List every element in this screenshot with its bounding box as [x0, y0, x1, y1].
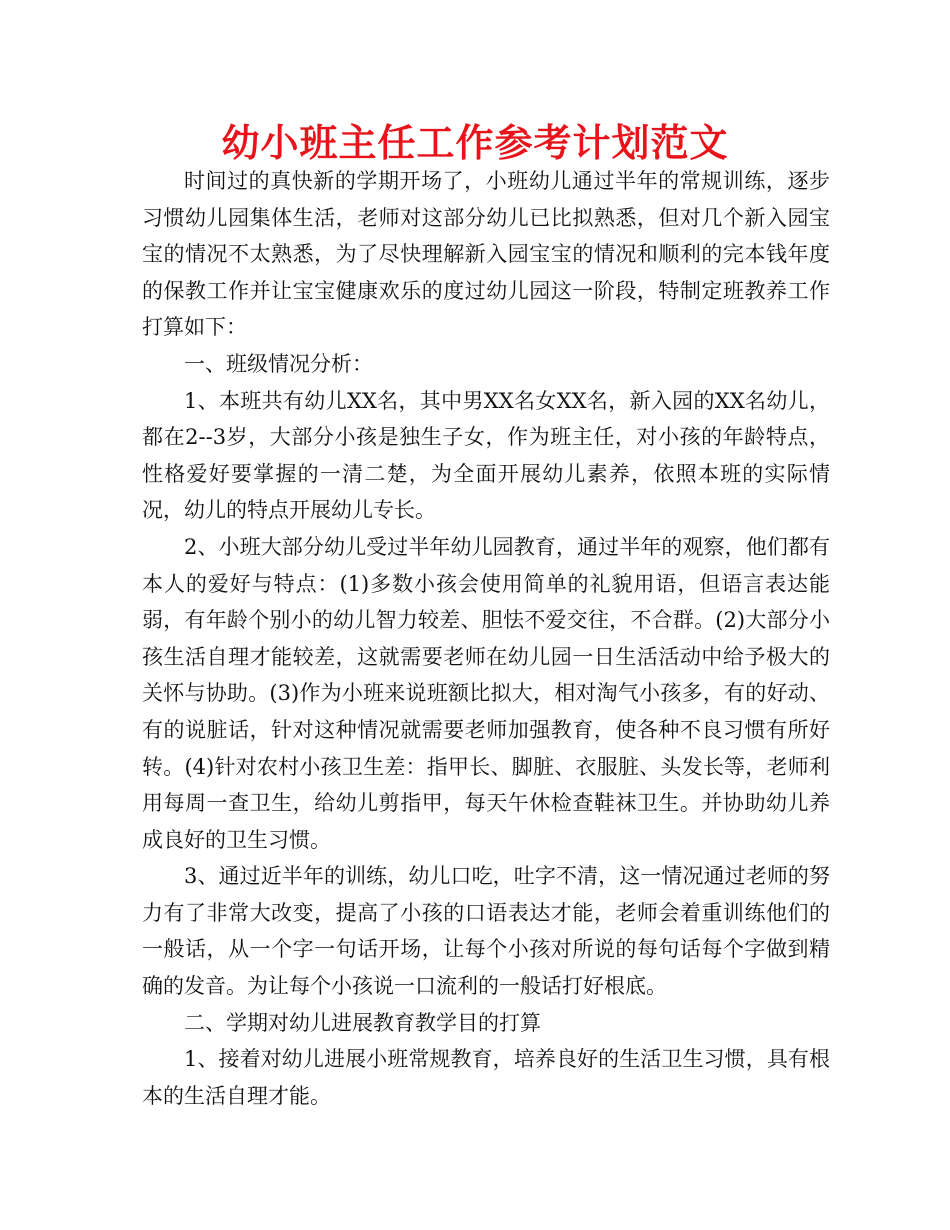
- paragraph-goal-1: 1、接着对幼儿进展小班常规教育，培养良好的生活卫生习惯，具有根本的生活自理才能。: [142, 1047, 830, 1108]
- document-title: 幼小班主任工作参考计划范文: [221, 120, 729, 165]
- paragraph-intro: 时间过的真快新的学期开场了，小班幼儿通过半年的常规训练，逐步习惯幼儿园集体生活，老师对这部分幼儿已比拟熟悉，但对几个新入园宝宝的情况不太熟悉，为了尽快理解新入园宝宝的情况和顺利的完本钱年度的保教工作并让宝宝健康欢乐的度过幼儿园这一阶段，特制定班教养工作打算如下：: [142, 169, 830, 340]
- paragraph-item-1: 1、本班共有幼儿XX名，其中男XX名女XX名，新入园的XX名幼儿，都在2--3岁，大部分小孩是独生子女，作为班主任，对小孩的年龄特点，性格爱好要掌握的一清二楚，为全面开展幼儿素养，依照本班的实际情况，幼儿的特点开展幼儿专长。: [142, 388, 830, 523]
- paragraph-item-2: 2、小班大部分幼儿受过半年幼儿园教育，通过半年的观察，他们都有本人的爱好与特点：(1)多数小孩会使用简单的礼貌用语，但语言表达能弱，有年龄个别小的幼儿智力较差、胆怯不爱交往，不合群。(2)大部分小孩生活自理才能较差，这就需要老师在幼儿园一日生活活动中给予极大的关怀与协助。(3)作为小班来说班额比拟大，相对淘气小孩多，有的好动、有的说脏话，针对这种情况就需要老师加强教育，使各种不良习惯有所好转。(4)针对农村小孩卫生差：指甲长、脚脏、衣服脏、头发长等，老师利用每周一查卫生，给幼儿剪指甲，每天午休检查鞋袜卫生。并协助幼儿养成良好的卫生习惯。: [142, 534, 830, 852]
- document-body: [142, 163, 830, 1114]
- paragraph-item-3: 3、通过近半年的训练，幼儿口吃，吐字不清，这一情况通过老师的努力有了非常大改变，提高了小孩的口语表达才能，老师会着重训练他们的一般话，从一个字一句话开场，让每个小孩对所说的每句话每个字做到精确的发音。为让每个小孩说一口流利的一般话打好根底。: [142, 864, 830, 999]
- section-heading-teaching-goals: 二、学期对幼儿进展教育教学目的打算: [184, 1010, 541, 1035]
- section-heading-class-analysis: 一、班级情况分析：: [184, 351, 373, 376]
